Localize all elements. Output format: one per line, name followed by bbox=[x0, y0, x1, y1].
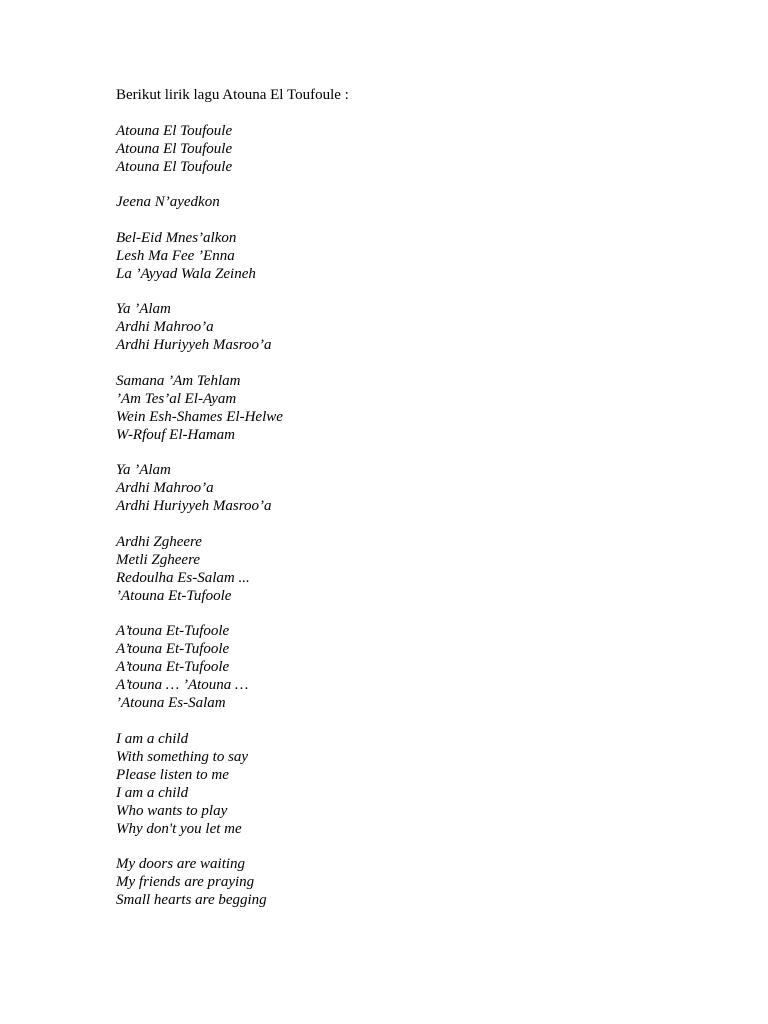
stanza-gap bbox=[116, 444, 736, 462]
stanza bbox=[116, 300, 736, 354]
lyric-line: Ya ’Alam bbox=[116, 301, 171, 317]
lyric-line: Ardhi Mahroo’a bbox=[116, 319, 214, 335]
lyric-line: A’touna Et-Tufoole bbox=[116, 623, 230, 639]
stanza-gap bbox=[116, 354, 736, 372]
lyric-line: Atouna El Toufoule bbox=[116, 122, 233, 139]
lyric-line: Ya ’Alam bbox=[116, 462, 171, 478]
lyric-line: Metli Zgheere bbox=[116, 551, 201, 568]
lyric-line: A’touna Et-Tufoole bbox=[116, 659, 230, 675]
stanza-gap bbox=[116, 211, 736, 229]
lyric-line: La ’Ayyad Wala Zeineh bbox=[116, 265, 256, 282]
lyric-line: Why don't you let me bbox=[116, 820, 242, 837]
stanza bbox=[116, 122, 736, 176]
lyric-line: Samana ’Am Tehlam bbox=[116, 372, 241, 389]
lyric-line: Atouna El Toufoule bbox=[116, 158, 233, 175]
lyric-line: Please listen to me bbox=[116, 766, 229, 783]
stanza-gap bbox=[116, 176, 736, 194]
lyric-line: A’touna Et-Tufoole bbox=[116, 641, 230, 657]
intro-text: Berikut lirik lagu Atouna El Toufoule : bbox=[116, 87, 349, 103]
lyrics-body bbox=[116, 104, 736, 909]
stanza-gap bbox=[116, 605, 736, 623]
lyric-line: My doors are waiting bbox=[116, 856, 246, 872]
stanza bbox=[116, 372, 736, 444]
lyric-line: Small hearts are begging bbox=[116, 892, 267, 908]
stanza-gap bbox=[116, 283, 736, 301]
lyric-line: With something to say bbox=[116, 748, 249, 765]
lyric-line: Jeena N’ayedkon bbox=[116, 194, 220, 210]
lyric-line: Ardhi Huriyyeh Masroo’a bbox=[116, 337, 272, 353]
stanza bbox=[116, 461, 736, 515]
stanza bbox=[116, 730, 736, 838]
lyric-line: Ardhi Mahroo’a bbox=[116, 480, 214, 496]
lyric-line: My friends are praying bbox=[116, 874, 255, 890]
stanza bbox=[116, 193, 736, 211]
stanza-gap bbox=[116, 104, 736, 122]
lyric-line: ’Atouna Et-Tufoole bbox=[116, 587, 232, 604]
lyric-line: Ardhi Huriyyeh Masroo’a bbox=[116, 498, 272, 514]
lyric-line: I am a child bbox=[116, 784, 189, 801]
stanza-gap bbox=[116, 712, 736, 730]
lyric-line: ’Atouna Es-Salam bbox=[116, 695, 226, 711]
lyrics-document bbox=[116, 86, 736, 909]
stanza bbox=[116, 229, 736, 283]
lyric-line: Wein Esh-Shames El-Helwe bbox=[116, 408, 283, 425]
stanza bbox=[116, 622, 736, 712]
lyric-line: Redoulha Es-Salam ... bbox=[116, 569, 250, 586]
lyric-line: Lesh Ma Fee ’Enna bbox=[116, 247, 235, 264]
lyric-line: Who wants to play bbox=[116, 802, 228, 819]
stanza bbox=[116, 533, 736, 605]
lyric-line: Bel-Eid Mnes’alkon bbox=[116, 229, 237, 246]
stanza bbox=[116, 855, 736, 909]
lyric-line: A’touna … ’Atouna … bbox=[116, 677, 249, 693]
stanza-gap bbox=[116, 515, 736, 533]
lyric-line: Atouna El Toufoule bbox=[116, 140, 233, 157]
lyric-line: W-Rfouf El-Hamam bbox=[116, 426, 236, 443]
lyric-line: Ardhi Zgheere bbox=[116, 533, 202, 550]
lyric-line: ’Am Tes’al El-Ayam bbox=[116, 390, 237, 407]
lyric-line: I am a child bbox=[116, 730, 189, 747]
stanza-gap bbox=[116, 838, 736, 856]
